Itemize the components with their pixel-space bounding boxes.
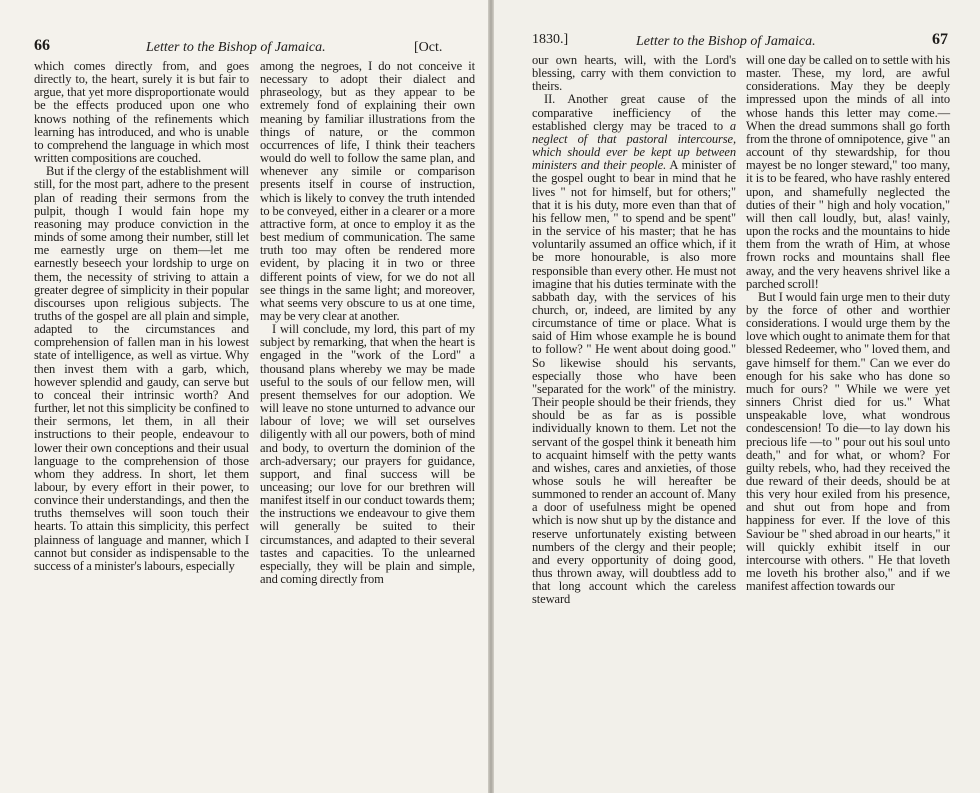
left-page-header	[34, 36, 480, 60]
paragraph: I will conclude, my lord, this part of my subject by remarking, that when the heart is engaged in the "work of the Lord" a thousand plans whereby we may be made useful to the souls of our fellow men, will present themselves for our adoption. We will leave no stone unturned to advance our labour of love; we will set ourselves diligently with all our powers, both of mind and body, to overturn the dominion of the arch-adversary; our prayers for guidance, support, and final success will be unceasing; our love for our brethren will manifest itself in our conduct towards them; the instructions we endeavour to give them will generally be suited to their circumstances, and adapted to their several tastes and capacities. To the unlearned especially, they will be plain and simple, and coming directly from	[260, 322, 475, 587]
running-title: Letter to the Bishop of Jamaica.	[146, 40, 326, 55]
paragraph: which comes directly from, and goes directly to, the heart, surely it is but fair to argue, that yet more disproportionate would be the effects produced upon one who knows nothing of the refinements which learning has introduced, and who is unable to comprehend the language in which most written compositions are couched.	[34, 59, 249, 166]
text-column	[34, 60, 249, 586]
right-page-header	[532, 30, 950, 54]
running-title: Letter to the Bishop of Jamaica.	[636, 34, 816, 49]
paragraph-text: II. Another great cause of the comparative inefficiency of the established clergy may be traced to	[532, 92, 736, 133]
text-column	[260, 60, 475, 586]
paragraph: among the negroes, I do not conceive it necessary to adopt their dialect and phraseology, but as they appear to be extremely fond of explaining their own meaning by familiar illustrations from the things of nature, or the common occurrences of life, I think their teachers would do well to follow the same plan, and whenever any simile or comparison presents itself in course of instruction, which is likely to convey the truth intended to be conveyed, either in a clearer or a more attractive form, at once to employ it as the best medium of communication. The same truth too may often be rendered more evident, by placing it in two or three different points of view, for we do not all see things in the same light; and moreover, what seems very obscure to us at one time, may be very clear at another.	[260, 59, 475, 323]
text-column	[746, 54, 950, 607]
page-number: 66	[34, 37, 50, 54]
italic-phrase: a neglect of that pastoral intercourse, which should ever be kept up between ministers and their people.	[532, 118, 736, 173]
paragraph: But I would fain urge men to their duty by the force of other and worthier considerations. I would urge them by the love which ought to animate them for that blessed Redeemer, who " loved them, and gave himself for them." Can we ever do enough for his sake who has done so much for ours? " While we were yet sinners Christ died for us." What unspeakable love, what wondrous condescension! To die—to lay down his precious life —to " pour out his soul unto death," and for what, or whom? For guilty rebels, who, had they received the due reward of their deeds, should be at this very hour exiled from his presence, and shut out from hope and from happiness for ever. If the love of this Saviour be " shed abroad in our hearts," it will quickly exhibit itself in our intercourse with others. " He that loveth me loveth his brother also," and if we manifest affection towards our	[746, 289, 950, 594]
paragraph-text: A minister of the gospel ought to bear in mind that he lives " not for himself, but for others;" that it is his duty, more even than that of his fellow men, " to spend and be spent" in the service of his master; that he has voluntarily assumed an office which, if it be more honourable, is also more responsible than every other. He must not imagine that his duties terminate with the sabbath day, with the services of his church, or, indeed, are limited by any circumstance of time or place. What is said of Him whose example he is bound to follow? " He went about doing good." So likewise should his servants, especially those who have been "separated for the work" of the ministry. Their people should be their friends, they should be as far as is possible individually known to them. Let not the servant of the gospel think it beneath him to acquaint himself with the petty wants and wishes, cares and anxieties, of those whose souls he will hereafter be summoned to render an account of. Many a door of usefulness might be opened which is now shut up by the distance and reserve unfortunately existing between numbers of the clergy and their people; and every opportunity of doing good, thus thrown away, will doubtless add to that long account which the careless steward	[532, 158, 736, 607]
running-date: [Oct.	[414, 40, 443, 55]
right-page	[494, 0, 980, 793]
text-column	[532, 54, 736, 607]
right-page-body	[532, 54, 950, 607]
left-page-body	[34, 60, 480, 586]
running-date: 1830.]	[532, 32, 569, 47]
paragraph: But if the clergy of the establishment will still, for the most part, adhere to the present plan of reading their sermons from the pulpit, though I would fain hope my reasoning may produce conviction in the minds of some among their number, still let me earnestly urge on them—let me earnestly beseech your lordship to urge on them, the necessity of striving to attain a greater degree of simplicity in their popular discourses upon religious subjects. The truths of the gospel are all plain and simple, adapted to the circumstances and comprehension of fallen man in his lowest state of intelligence, as well as virtue. Why then invest them with a garb, which, however splendid and gaudy, can serve but to conceal their intrinsic worth? And further, let not this simplicity be confined to their sermons, let them, in all their instructions to their people, endeavour to lower their own conceptions and their usual language to the comprehension of those whom they address. In short, let them labour, by every effort in their power, to convince their understandings, and then the truths themselves will soon touch their hearts. To attain this simplicity, this perfect plainness of language and manner, which I cannot but consider as indispensable to the success of a minister's labours, especially	[34, 164, 249, 573]
paragraph: will one day be called on to settle with his master. These, my lord, are awful considerations. May they be deeply impressed upon the minds of all into whose hands this letter may come.— When the dread summons shall go forth from the throne of omnipotence, give " an account of thy stewardship, for thou mayest be no longer steward," too many, it is to be feared, who have rashly entered upon, and shamefully neglected the duties of their " high and holy vocation," will then call loudly, but, alas! vainly, upon the rocks and the mountains to hide them from the wrath of Him, at whose frown rocks and mountains shall flee away, and the very heavens shrivel like a parched scroll!	[746, 53, 950, 291]
left-page	[0, 0, 488, 793]
page-number: 67	[932, 31, 948, 48]
paragraph	[532, 93, 736, 606]
paragraph: our own hearts, will, with the Lord's blessing, carry with them conviction to theirs.	[532, 53, 736, 94]
